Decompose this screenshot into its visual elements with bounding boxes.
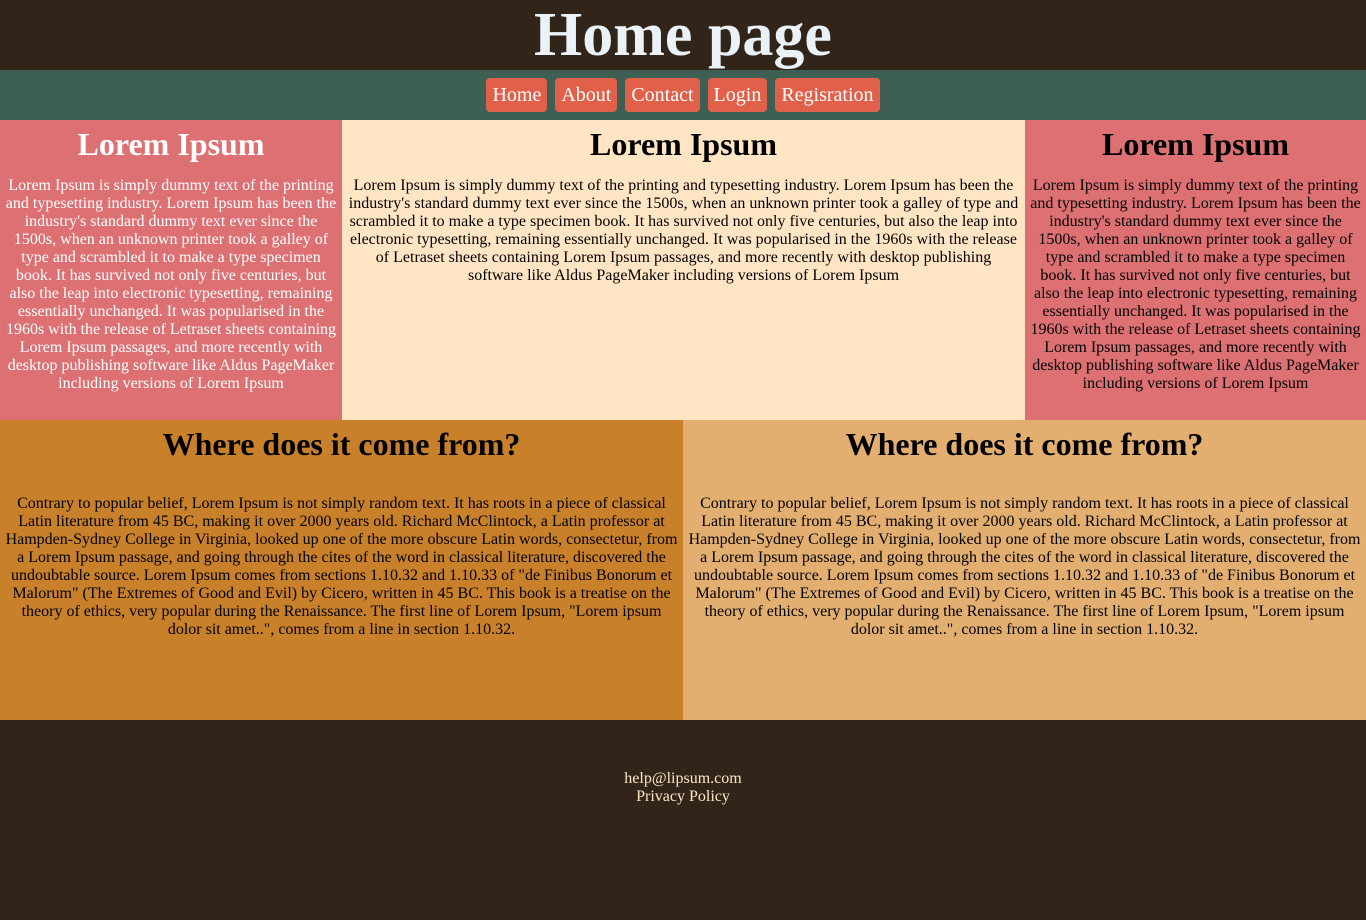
nav-login-button[interactable]: Login bbox=[708, 78, 768, 112]
page-header bbox=[0, 0, 1366, 70]
footer-email-link[interactable]: help@lipsum.com bbox=[624, 770, 742, 787]
page-footer bbox=[0, 720, 1366, 920]
column-right bbox=[1025, 120, 1366, 420]
section-left-heading: Where does it come from? bbox=[162, 426, 521, 462]
column-left-heading: Lorem Ipsum bbox=[77, 126, 265, 162]
column-middle bbox=[342, 120, 1025, 420]
nav-registration-button[interactable]: Regisration bbox=[775, 78, 879, 112]
section-right-text: Contrary to popular belief, Lorem Ipsum is not simply random text. It has roots in a piece of classical Latin literature from 45 BC, making it over 2000 years old. Richard McClintock, a Latin professor at Hampden-Sydney College in Virginia, looked up one of the more obscure Latin words, consectetur, from a Lorem Ipsum passage, and going through the cites of the word in classical literature, discovered the undoubtable source. Lorem Ipsum comes from sections 1.10.32 and 1.10.33 of "de Finibus Bonorum et Malorum" (The Extremes of Good and Evil) by Cicero, written in 45 BC. This book is a treatise on the theory of ethics, very popular during the Renaissance. The first line of Lorem Ipsum, "Lorem ipsum dolor sit amet..", comes from a line in section 1.10.32. bbox=[688, 495, 1361, 638]
column-left-text: Lorem Ipsum is simply dummy text of the printing and typesetting industry. Lorem Ipsum has been the industry's standard dummy text ever since the 1500s, when an unknown printer took a galley of type and scrambled it to make a type specimen book. It has survived not only five centuries, but also the leap into electronic typesetting, remaining essentially unchanged. It was popularised in the 1960s with the release of Letraset sheets containing Lorem Ipsum passages, and more recently with desktop publishing software like Aldus PageMaker including versions of Lorem Ipsum bbox=[5, 177, 337, 392]
footer-privacy-link[interactable]: Privacy Policy bbox=[636, 788, 730, 805]
section-left-text: Contrary to popular belief, Lorem Ipsum is not simply random text. It has roots in a piece of classical Latin literature from 45 BC, making it over 2000 years old. Richard McClintock, a Latin professor at Hampden-Sydney College in Virginia, looked up one of the more obscure Latin words, consectetur, from a Lorem Ipsum passage, and going through the cites of the word in classical literature, discovered the undoubtable source. Lorem Ipsum comes from sections 1.10.32 and 1.10.33 of "de Finibus Bonorum et Malorum" (The Extremes of Good and Evil) by Cicero, written in 45 BC. This book is a treatise on the theory of ethics, very popular during the Renaissance. The first line of Lorem Ipsum, "Lorem ipsum dolor sit amet..", comes from a line in section 1.10.32. bbox=[5, 495, 678, 638]
column-right-text: Lorem Ipsum is simply dummy text of the printing and typesetting industry. Lorem Ipsum has been the industry's standard dummy text ever since the 1500s, when an unknown printer took a galley of type and scrambled it to make a type specimen book. It has survived not only five centuries, but also the leap into electronic typesetting, remaining essentially unchanged. It was popularised in the 1960s with the release of Letraset sheets containing Lorem Ipsum passages, and more recently with desktop publishing software like Aldus PageMaker including versions of Lorem Ipsum bbox=[1030, 177, 1361, 392]
sections-row bbox=[0, 420, 1366, 720]
section-right-heading: Where does it come from? bbox=[845, 426, 1204, 462]
column-middle-heading: Lorem Ipsum bbox=[590, 126, 777, 162]
nav-bar bbox=[0, 70, 1366, 120]
column-middle-text: Lorem Ipsum is simply dummy text of the printing and typesetting industry. Lorem Ipsum has been the industry's standard dummy text ever since the 1500s, when an unknown printer took a galley of type and scrambled it to make a type specimen book. It has survived not only five centuries, but also the leap into electronic typesetting, remaining essentially unchanged. It was popularised in the 1960s with the release of Letraset sheets containing Lorem Ipsum passages, and more recently with desktop publishing software like Aldus PageMaker including versions of Lorem Ipsum bbox=[348, 177, 1019, 284]
nav-contact-button[interactable]: Contact bbox=[625, 78, 699, 112]
nav-about-button[interactable]: About bbox=[555, 78, 617, 112]
column-left bbox=[0, 120, 342, 420]
page-title: Home page bbox=[534, 1, 832, 69]
column-right-heading: Lorem Ipsum bbox=[1102, 126, 1289, 162]
section-left bbox=[0, 420, 683, 720]
section-right bbox=[683, 420, 1366, 720]
columns-row bbox=[0, 120, 1366, 420]
nav-home-button[interactable]: Home bbox=[486, 78, 547, 112]
